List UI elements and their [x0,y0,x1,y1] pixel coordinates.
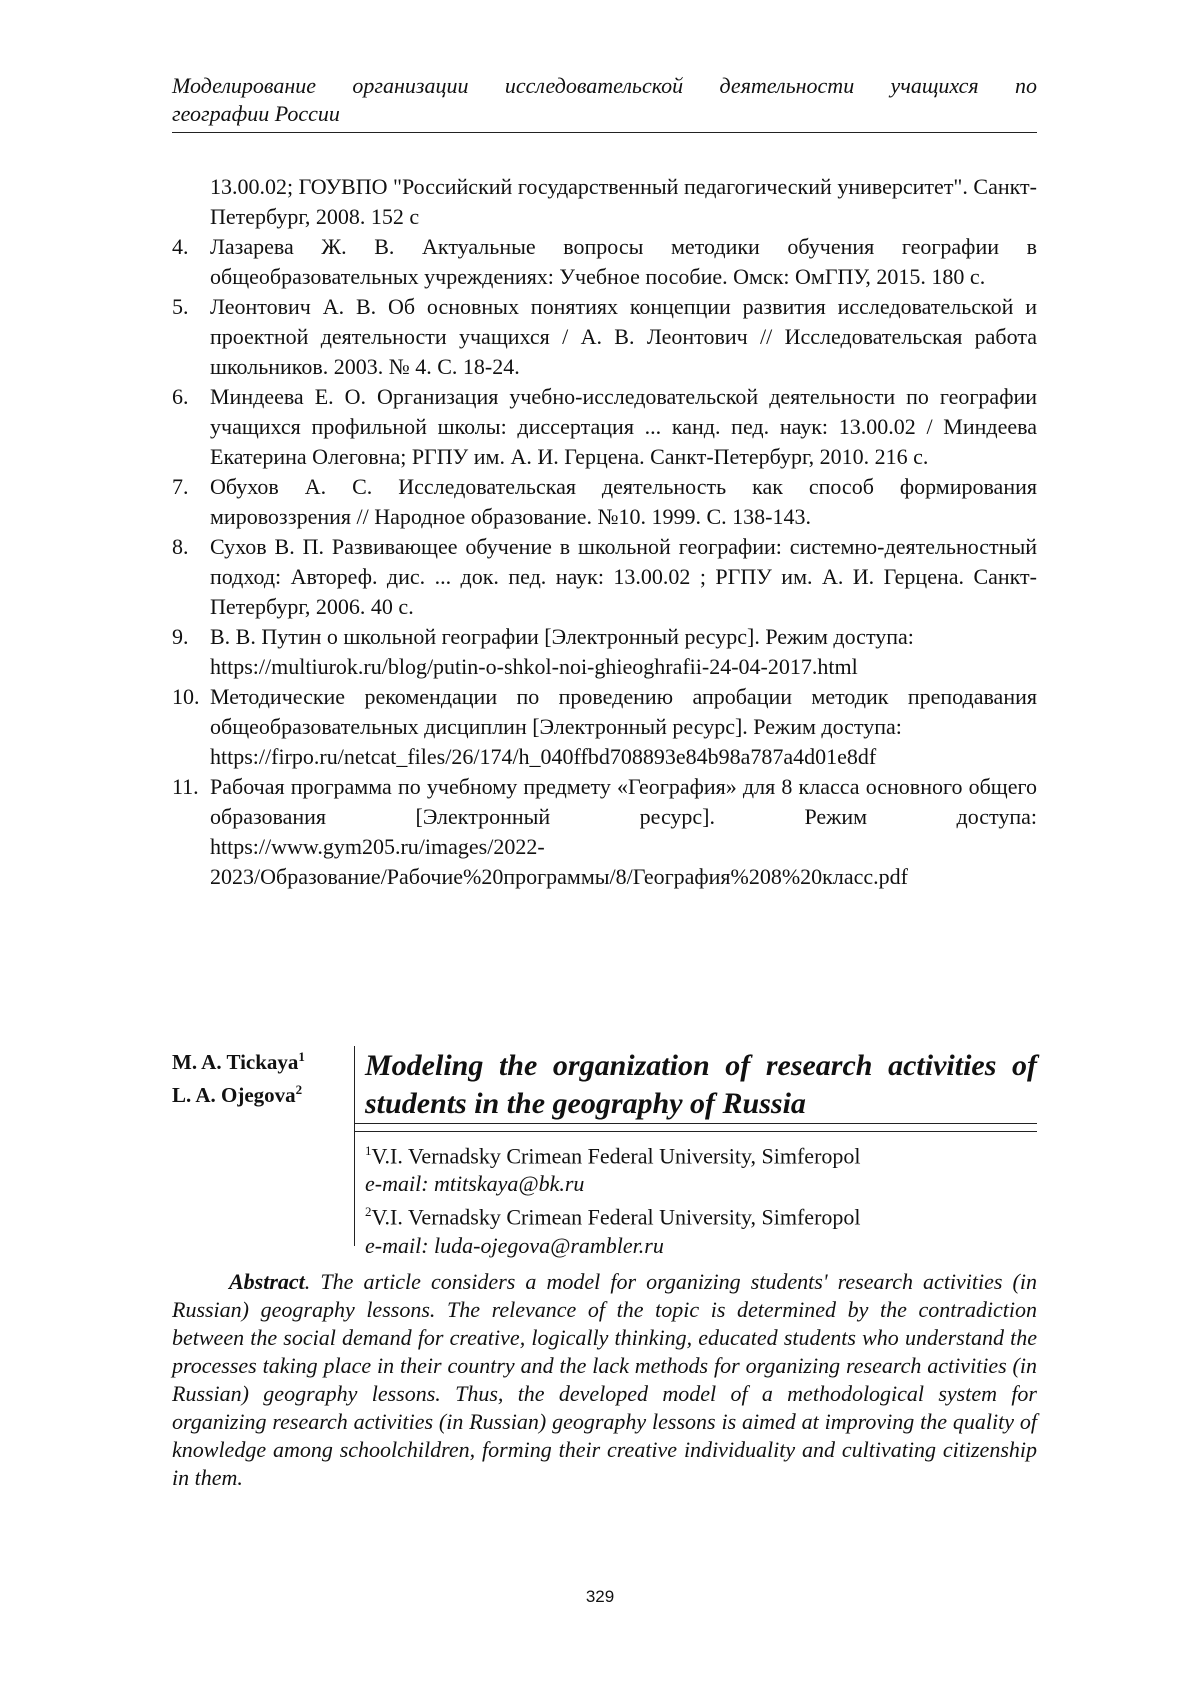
title-rule-second [354,1131,1037,1132]
reference-number: 9. [172,624,189,649]
abstract-text: . The article considers a model for organizing students' research activities (in Russian) geography lessons. The relevance of the topic is determined by the contradiction between the social demand for creative, logically thinking, educated students who understand the processes taking place in their country and the lack methods for organizing research activities (in Russian) geography lessons. Thus, the developed model of a methodological system for organizing research activities (in Russian) geography lessons is aimed at improving the quality of knowledge among schoolchildren, forming their creative individuality and cultivating citizenship in them. [172,1269,1037,1490]
header-rule [172,132,1037,133]
affiliation [365,1198,1037,1259]
author-sup: 2 [295,1082,303,1097]
article-authors [172,1043,332,1109]
affiliation-email[interactable]: e-mail: luda-ojegova@rambler.ru [365,1232,664,1258]
author-name: L. A. Ojegova [172,1083,296,1107]
reference-item [172,622,1037,682]
reference-number: 5. [172,294,189,319]
affiliation-sup: 2 [365,1204,372,1220]
reference-text: Сухов В. П. Развивающее обучение в школьной географии: системно-деятельностный подход: Автореф. дис. ... док. пед. наук: 13.00.02 ; РГПУ им. А. И. Герцена. Санкт-Петербург, 2006. 40 с. [210,534,1037,619]
reference-url-link[interactable]: https://firpo.ru/netcat_files/26/174/h_040ffbd708893e84b98a787a4d01e8df [210,744,877,769]
reference-text: В. В. Путин о школьной географии [Электронный ресурс]. Режим доступа: [210,624,914,649]
article-title: Modeling the organization of research activities of students in the geography of Russia [365,1049,1037,1120]
affiliation-org: V.I. Vernadsky Crimean Federal University, Simferopol [371,1143,861,1169]
running-header [172,72,1037,128]
affiliation-org: V.I. Vernadsky Crimean Federal University, Simferopol [371,1204,861,1230]
reference-number: 7. [172,474,189,499]
author [172,1043,332,1076]
reference-text: Обухов А. С. Исследовательская деятельность как способ формирования мировоззрения // Народное образование. №10. 1999. С. 138-143. [210,474,1037,529]
running-header-line2: географии России [172,101,340,126]
reference-text: Лазарева Ж. В. Актуальные вопросы методики обучения географии в общеобразовательных учреждениях: Учебное пособие. Омск: ОмГПУ, 2015. 180 с. [210,234,1037,289]
reference-item [172,472,1037,532]
reference-url-link[interactable]: https://multiurok.ru/blog/putin-o-shkol-noi-ghieoghrafii-24-04-2017.html [210,654,858,679]
reference-text: Методические рекомендации по проведению апробации методик преподавания общеобразовательных дисциплин [Электронный ресурс]. Режим доступа: [210,684,1037,739]
reference-item [172,532,1037,622]
reference-number: 4. [172,234,189,259]
running-header-line1: Моделирование организации исследовательской деятельности учащихся по [172,73,1037,98]
reference-number: 10. [172,684,200,709]
affiliation-sup: 1 [365,1143,372,1158]
reference-url-link[interactable]: 2023/Образование/Рабочие%20программы/8/География%208%20класс.pdf [210,864,908,889]
reference-number: 11. [172,774,199,799]
reference-number: 6. [172,384,189,409]
author-sup: 1 [298,1049,305,1064]
reference-continuation: 13.00.02; ГОУВПО "Российский государственный педагогический университет". Санкт-Петербург, 2008. 152 с [210,174,1037,229]
affiliation [365,1137,1037,1198]
reference-number: 8. [172,534,189,559]
title-vertical-rule [354,1046,355,1246]
reference-text: Рабочая программа по учебному предмету «География» для 8 класса основного общего образования [Электронный ресурс]. Режим доступа: https://www.gym205.ru/images/2022- [210,774,1037,859]
reference-item [172,682,1037,772]
abstract-label: Abstract [229,1269,305,1294]
affiliation-email[interactable]: e-mail: mtitskaya@bk.ru [365,1171,585,1197]
reference-text: Миндеева Е. О. Организация учебно-исследовательской деятельности по географии учащихся профильной школы: диссертация ... канд. пед. наук: 13.00.02 / Миндеева Екатерина Олеговна; РГПУ им. А. И. Герцена. Санкт-Петербург, 2010. 216 с. [210,384,1037,469]
abstract [172,1268,1037,1492]
page-number: 329 [585,1587,615,1606]
reference-item [172,232,1037,292]
author-name: M. A. Tickaya [172,1050,299,1074]
title-rule [354,1123,1037,1124]
affiliations [365,1137,1037,1260]
reference-item [172,292,1037,382]
reference-text: Леонтович А. В. Об основных понятиях концепции развития исследовательской и проектной деятельности учащихся / А. В. Леонтович // Исследовательская работа школьников. 2003. № 4. С. 18-24. [210,294,1037,379]
reference-list [172,172,1037,892]
author [172,1076,332,1109]
reference-item [172,772,1037,892]
reference-item [172,382,1037,472]
